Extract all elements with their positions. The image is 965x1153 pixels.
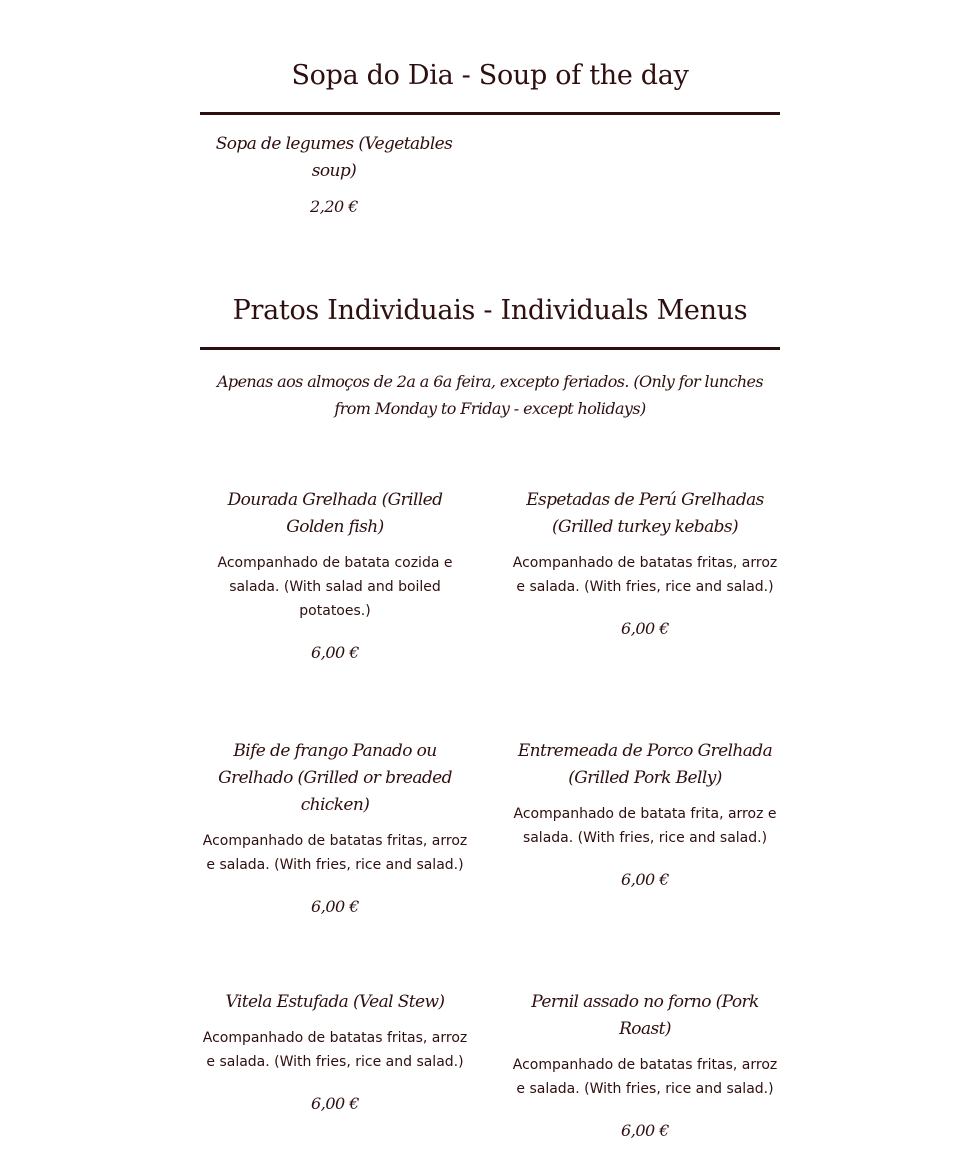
menu-item [200, 487, 470, 662]
menu-item-price: 6,00 € [311, 1094, 359, 1113]
menu-item [200, 738, 470, 916]
menu-item-description: Acompanhado de batatas fritas, arroz e salada. (With fries, rice and salad.) [512, 555, 778, 595]
menu-item-price: 6,00 € [621, 1121, 669, 1140]
menu-item-name: Bife de frango Panado ou Grelhado (Grilled or breaded chicken) [218, 741, 452, 815]
menu-item [510, 487, 780, 638]
menu-item-description: Acompanhado de batata cozida e salada. (With salad and boiled potatoes.) [217, 555, 453, 619]
menu-item-description: Acompanhado de batatas fritas, arroz e salada. (With fries, rice and salad.) [202, 833, 468, 873]
menu-item-price: 6,00 € [621, 619, 669, 638]
menu-item-name: Vitela Estufada (Veal Stew) [225, 992, 445, 1012]
individual-section-divider [200, 347, 780, 350]
menu-item [200, 989, 470, 1113]
menu-item-description: Acompanhado de batata frita, arroz e salada. (With fries, rice and salad.) [513, 806, 777, 846]
menu-item-name: Dourada Grelhada (Grilled Golden fish) [227, 490, 443, 537]
menu-item-description: Acompanhado de batatas fritas, arroz e salada. (With fries, rice and salad.) [512, 1057, 778, 1097]
soup-item [200, 131, 468, 216]
menu-item-price: 6,00 € [621, 870, 669, 889]
soup-section-title: Sopa do Dia - Soup of the day [291, 60, 689, 91]
soup-item-name: Sopa de legumes (Vegetables soup) [215, 134, 453, 181]
individual-section-title: Pratos Individuais - Individuals Menus [232, 295, 748, 326]
soup-section-divider [200, 112, 780, 115]
menu-item [510, 989, 780, 1140]
menu-item-name: Pernil assado no forno (Pork Roast) [531, 992, 759, 1039]
menu-item-name: Espetadas de Perú Grelhadas (Grilled turkey kebabs) [526, 490, 764, 537]
menu-item-price: 6,00 € [311, 643, 359, 662]
menu-item-price: 6,00 € [311, 897, 359, 916]
soup-item-price: 2,20 € [310, 197, 358, 216]
menu-item-name: Entremeada de Porco Grelhada (Grilled Pork Belly) [517, 741, 773, 788]
menu-item [510, 738, 780, 889]
individual-section-note: Apenas aos almoços de 2a a 6a feira, excepto feriados. (Only for lunches from Monday to Friday - except holidays) [216, 372, 764, 418]
menu-item-description: Acompanhado de batatas fritas, arroz e salada. (With fries, rice and salad.) [202, 1030, 468, 1070]
